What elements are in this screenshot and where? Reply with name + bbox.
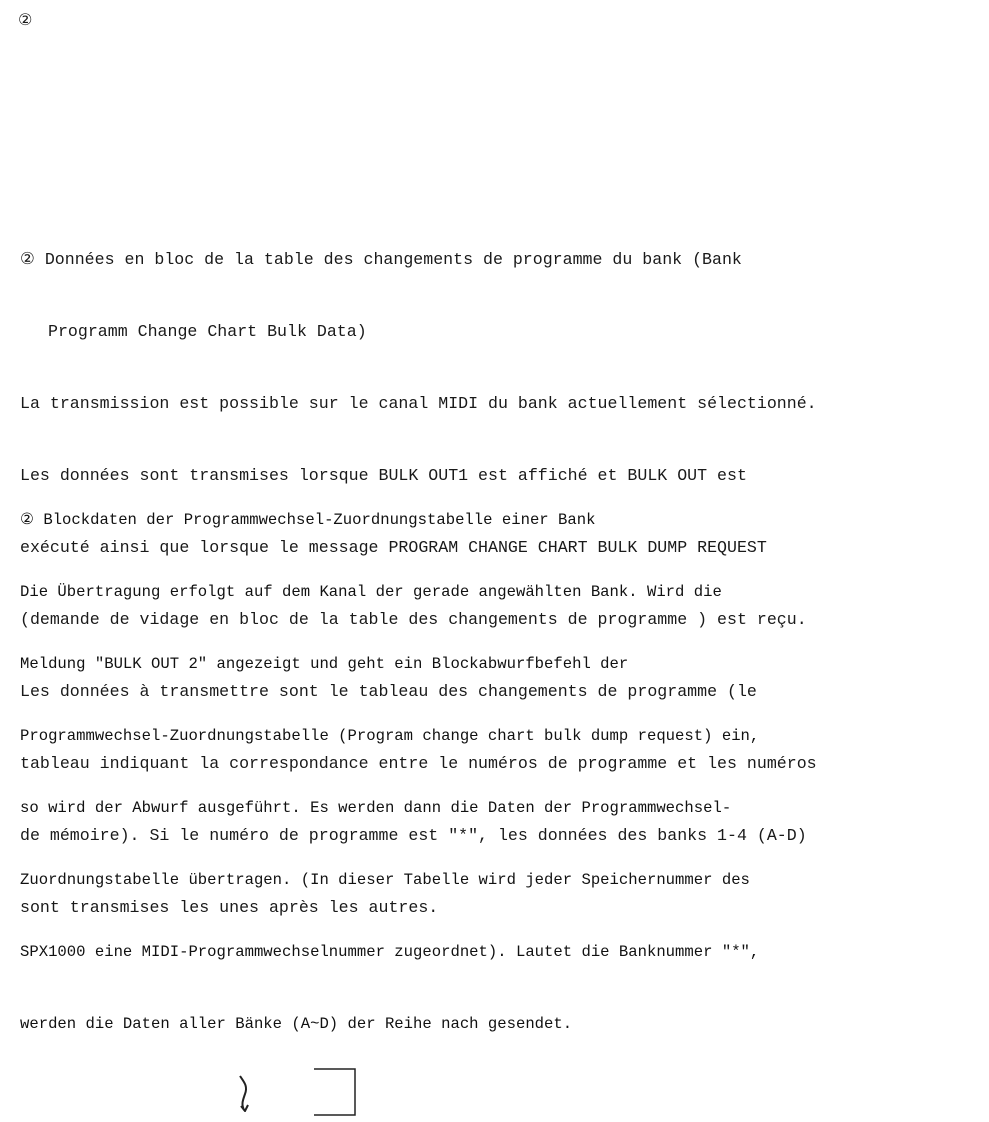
german-body-line: werden die Daten aller Bänke (A~D) der Reihe nach gesendet. (20, 1015, 573, 1033)
german-body-line: Programmwechsel-Zuordnungstabelle (Program change chart bulk dump request) ein, (20, 727, 760, 745)
french-heading-continued: Programm Change Chart Bulk Data) (48, 322, 367, 341)
german-body-line: Zuordnungstabelle übertragen. (In dieser Tabelle wird jeder Speichernummer des (20, 871, 750, 889)
french-body-line: La transmission est possible sur le canal MIDI du bank actuellement sélectionné. (20, 394, 817, 413)
page-marker: ② (18, 10, 33, 29)
french-body-line: de mémoire). Si le numéro de programme est "*", les données des banks 1-4 (A-D) (20, 826, 807, 845)
german-body-line: so wird der Abwurf ausgeführt. Es werden dann die Daten der Programmwechsel- (20, 799, 732, 817)
french-body-line: tableau indiquant la correspondance entre le numéros de programme et les numéros (20, 754, 817, 773)
corner-box-mark-icon (312, 1067, 360, 1117)
german-body-line: SPX1000 eine MIDI-Programmwechselnummer zugeordnet). Lautet die Banknummer "*", (20, 943, 760, 961)
german-body-line: Die Übertragung erfolgt auf dem Kanal der gerade angewählten Bank. Wird die (20, 583, 722, 601)
german-section (20, 460, 759, 1060)
french-body-line: sont transmises les unes après les autres. (20, 898, 439, 917)
scribble-mark-icon (236, 1074, 260, 1112)
german-heading: ② Blockdaten der Programmwechsel-Zuordnungstabelle einer Bank (20, 511, 596, 529)
french-body-line: Les données sont transmises lorsque BULK OUT1 est affiché et BULK OUT est (20, 466, 747, 485)
french-heading: ② Données en bloc de la table des changements de programme du bank (Bank (20, 250, 742, 269)
german-body-line: Meldung "BULK OUT 2" angezeigt und geht ein Blockabwurfbefehl der (20, 655, 629, 673)
french-body-line: exécuté ainsi que lorsque le message PROGRAM CHANGE CHART BULK DUMP REQUEST (20, 538, 767, 557)
french-body-line: (demande de vidage en bloc de la table des changements de programme ) est reçu. (20, 610, 807, 629)
french-body-line: Les données à transmettre sont le tableau des changements de programme (le (20, 682, 757, 701)
